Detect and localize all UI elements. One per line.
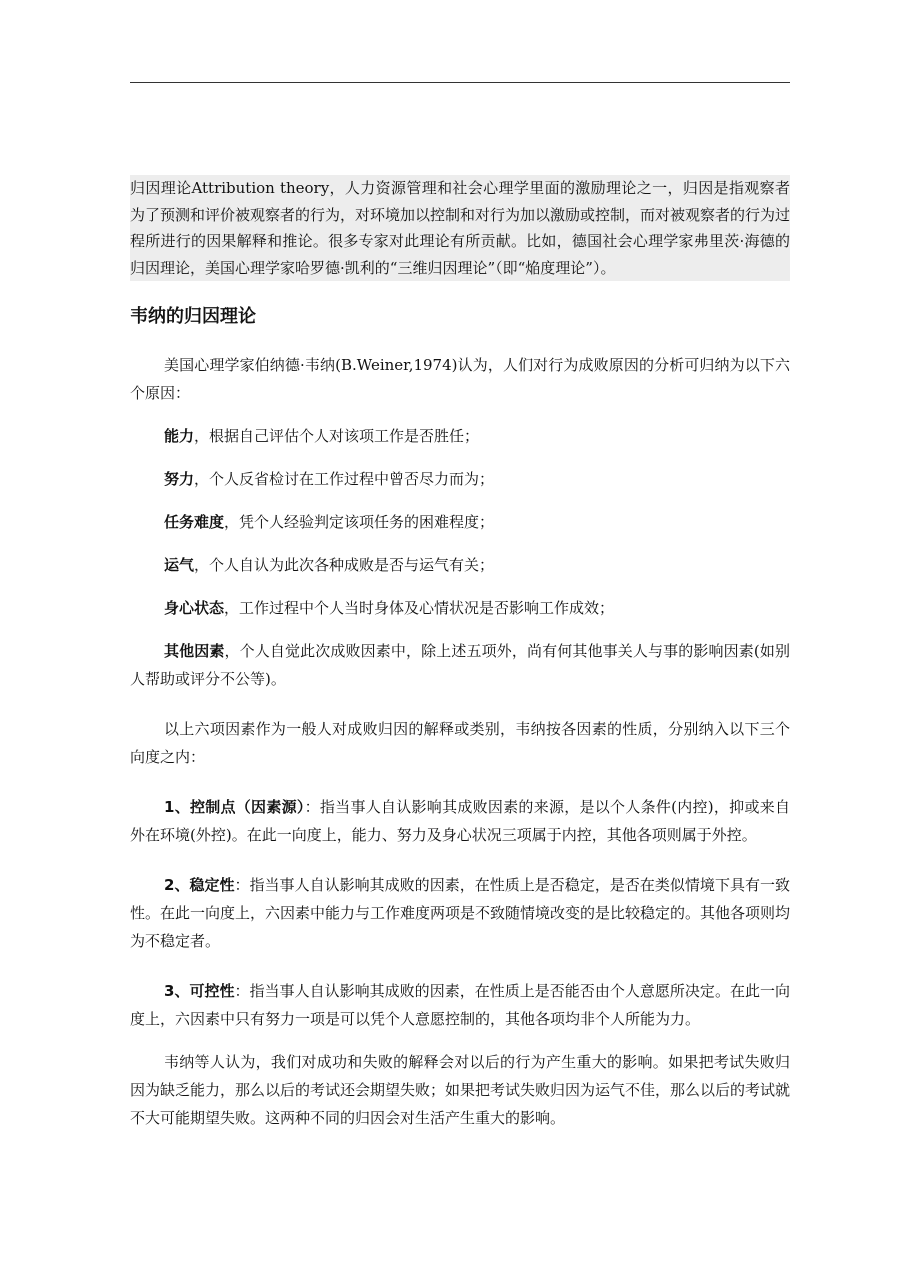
dimension-text: ：指当事人自认影响其成败因素的来源，是以个人条件(内控)，抑或来自外在环境(外控)。在此一向度上，能力、努力及身心状况三项属于内控，其他各项则属于外控。 <box>130 798 790 844</box>
dimension-term: 3、可控性 <box>164 982 235 1000</box>
dimension-locus <box>130 793 790 849</box>
factor-term: 能力 <box>164 427 195 445</box>
factor-term: 身心状态 <box>164 599 225 617</box>
factor-term: 任务难度 <box>164 513 225 531</box>
dimension-stability <box>130 871 790 955</box>
factor-text: ，工作过程中个人当时身体及心情状况是否影响工作成效； <box>224 599 615 617</box>
factor-text: ，根据自己评估个人对该项工作是否胜任； <box>194 427 480 445</box>
dimension-text: ：指当事人自认影响其成败的因素，在性质上是否能否由个人意愿所决定。在此一向度上，六因素中只有努力一项是可以凭个人意愿控制的，其他各项均非个人所能为力。 <box>130 982 790 1028</box>
article-body <box>130 175 790 1132</box>
factor-text: ，个人自认为此次各种成败是否与运气有关； <box>194 556 495 574</box>
dimension-term: 1、控制点（因素源） <box>164 798 305 816</box>
factor-task-difficulty <box>130 508 790 536</box>
factor-term: 其他因素 <box>164 642 225 660</box>
factor-effort <box>130 465 790 493</box>
factor-term: 努力 <box>164 470 195 488</box>
lead-paragraph: 美国心理学家伯纳德·韦纳(B.Weiner,1974)认为，人们对行为成败原因的分析可归纳为以下六个原因： <box>130 356 790 402</box>
factor-text: ，凭个人经验判定该项任务的困难程度； <box>224 513 495 531</box>
factor-luck <box>130 551 790 579</box>
factor-physical-mental-state <box>130 594 790 622</box>
intro-paragraph: 归因理论Attribution theory，人力资源管理和社会心理学里面的激励理论之一，归因是指观察者为了预测和评价被观察者的行为，对环境加以控制和对行为加以激励或控制，而对被观察者的行为过程所进行的因果解释和推论。很多专家对此理论有所贡献。比如，德国社会心理学家弗里茨·海德的归因理论，美国心理学家哈罗德·凯利的“三维归因理论”（即“焔度理论”）。 <box>130 175 790 281</box>
factor-text: ，个人反省检讨在工作过程中曾否尽力而为； <box>194 470 495 488</box>
factor-term: 运气 <box>164 556 195 574</box>
conclusion-paragraph: 韦纳等人认为，我们对成功和失败的解释会对以后的行为产生重大的影响。如果把考试失败归因为缺乏能力，那么以后的考试还会期望失败；如果把考试失败归因为运气不佳，那么以后的考试就不大可能期望失败。这两种不同的归因会对生活产生重大的影响。 <box>130 1053 791 1127</box>
factor-ability <box>130 422 790 450</box>
dimension-text: ：指当事人自认影响其成败的因素，在性质上是否稳定，是否在类似情境下具有一致性。在此一向度上，六因素中能力与工作难度两项是不致随情境改变的是比较稳定的。其他各项则均为不稳定者。 <box>130 876 791 950</box>
factor-text: ，个人自觉此次成败因素中，除上述五项外，尚有何其他事关人与事的影响因素(如别人帮助或评分不公等)。 <box>130 642 790 688</box>
header-rule <box>130 82 790 83</box>
dimension-controllability <box>130 977 790 1033</box>
summary-paragraph: 以上六项因素作为一般人对成败归因的解释或类别，韦纳按各因素的性质，分别纳入以下三个向度之内： <box>130 720 790 766</box>
section-heading: 韦纳的归因理论 <box>130 306 256 327</box>
factor-other <box>130 637 790 693</box>
dimension-term: 2、稳定性 <box>164 876 235 894</box>
